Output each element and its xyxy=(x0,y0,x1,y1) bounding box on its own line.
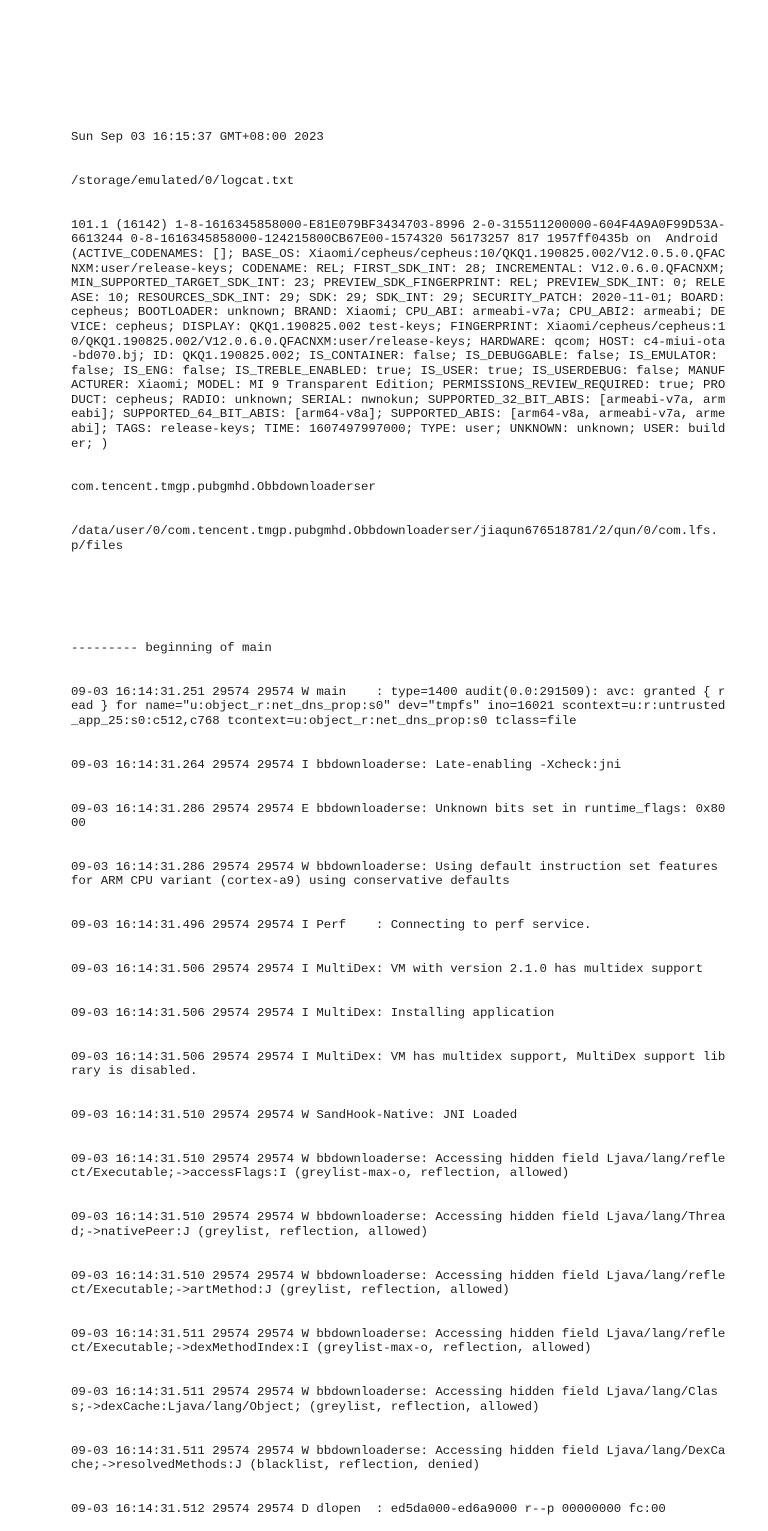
log-entry: 09-03 16:14:31.506 29574 29574 I MultiDex: VM with version 2.1.0 has multidex support xyxy=(71,962,704,977)
blank-gap xyxy=(71,583,731,612)
data-path: /data/user/0/com.tencent.tmgp.pubgmhd.Obbdownloaderser/jiaqun676518781/2/qun/0/com.lfs.p/files xyxy=(71,524,718,553)
logcat-document xyxy=(71,101,731,1531)
log-entry: 09-03 16:14:31.511 29574 29574 W bbdownloaderse: Accessing hidden field Ljava/lang/reflect/Executable;->dexMethodIndex:I (greylist-max-o, reflection, allowed) xyxy=(71,1326,726,1356)
log-entry: 09-03 16:14:31.510 29574 29574 W bbdownloaderse: Accessing hidden field Ljava/lang/reflect/Executable;->artMethod:J (greylist, reflection, allowed) xyxy=(71,1268,726,1298)
log-entry: 09-03 16:14:31.506 29574 29574 I MultiDex: VM has multidex support, MultiDex support library is disabled. xyxy=(71,1049,726,1079)
log-entry: 09-03 16:14:31.511 29574 29574 W bbdownloaderse: Accessing hidden field Ljava/lang/Class;->dexCache:Ljava/lang/Object; (greylist, reflection, allowed) xyxy=(71,1385,718,1414)
log-entry: 09-03 16:14:31.286 29574 29574 W bbdownloaderse: Using default instruction set features for ARM CPU variant (cortex-a9) using conservative defaults xyxy=(71,859,726,889)
log-entry: 09-03 16:14:31.510 29574 29574 W bbdownloaderse: Accessing hidden field Ljava/lang/reflect/Executable;->accessFlags:I (greylist-max-o, reflection, allowed) xyxy=(71,1151,726,1181)
log-entry: 09-03 16:14:31.510 29574 29574 W bbdownloaderse: Accessing hidden field Ljava/lang/Thread;->nativePeer:J (greylist, reflection, allowed) xyxy=(71,1210,726,1239)
log-timestamp: Sun Sep 03 16:15:37 GMT+08:00 2023 xyxy=(71,130,324,145)
package-name: com.tencent.tmgp.pubgmhd.Obbdownloaderser xyxy=(71,480,376,495)
log-entry: 09-03 16:14:31.251 29574 29574 W main : type=1400 audit(0.0:291509): avc: granted { read } for name="u:object_r:net_dns_prop:s0" dev="tmpfs" ino=16021 scontext=u:r:untrusted_app_25:s0:c512,c768 tcontext=u:object_r:net_dns_prop:s0 tclass=file xyxy=(71,684,726,728)
log-entry: 09-03 16:14:31.510 29574 29574 W SandHook-Native: JNI Loaded xyxy=(71,1107,518,1122)
log-entry: 09-03 16:14:31.286 29574 29574 E bbdownloaderse: Unknown bits set in runtime_flags: 0x8000 xyxy=(71,801,726,831)
log-entry: 09-03 16:14:31.264 29574 29574 I bbdownloaderse: Late-enabling -Xcheck:jni xyxy=(71,757,622,772)
log-entry: 09-03 16:14:31.506 29574 29574 I MultiDex: Installing application xyxy=(71,1005,555,1020)
log-entry: 09-03 16:14:31.512 29574 29574 D dlopen : ed5da000-ed6a9000 r--p 00000000 fc:00 xyxy=(71,1502,666,1516)
log-entry: 09-03 16:14:31.496 29574 29574 I Perf : Connecting to perf service. xyxy=(71,918,592,933)
log-file-path: /storage/emulated/0/logcat.txt xyxy=(71,173,295,188)
log-entry: 09-03 16:14:31.511 29574 29574 W bbdownloaderse: Accessing hidden field Ljava/lang/DexCache;->resolvedMethods:J (blacklist, reflection, denied) xyxy=(71,1443,726,1473)
build-info: 101.1 (16142) 1-8-1616345858000-E81E079BF3434703-8996 2-0-315511200000-604F4A9A0F99D53A-6613244 0-8-1616345858000-124215800CB67E00-1574320 56173257 817 1957ff0435b on Android(ACTIVE_CODENAMES: []; BASE_OS: Xiaomi/cepheus/cepheus:10/QKQ1.190825.002/V12.0.5.0.QFACNXM:user/release-keys; CODENAME: REL; FIRST_SDK_INT: 28; INCREMENTAL: V12.0.6.0.QFACNXM; MIN_SUPPORTED_TARGET_SDK_INT: 23; PREVIEW_SDK_FINGERPRINT: REL; PREVIEW_SDK_INT: 0; RELEASE: 10; RESOURCES_SDK_INT: 29; SDK: 29; SDK_INT: 29; SECURITY_PATCH: 2020-11-01; BOARD: cepheus; BOOTLOADER: unknown; BRAND: Xiaomi; CPU_ABI: armeabi-v7a; CPU_ABI2: armeabi; DEVICE: cepheus; DISPLAY: QKQ1.190825.002 test-keys; FINGERPRINT: Xiaomi/cepheus/cepheus:10/QKQ1.190825.002/V12.0.6.0.QFACNXM:user/release-keys; HARDWARE: qcom; HOST: c4-miui-ota-bd070.bj; ID: QKQ1.190825.002; IS_CONTAINER: false; IS_DEBUGGABLE: false; IS_EMULATOR: false; IS_ENG: false; IS_TREBLE_ENABLED: true; IS_USER: true; IS_USERDEBUG: false; MANUFACTURER: Xiaomi; MODEL: MI 9 Transparent Edition; PERMISSIONS_REVIEW_REQUIRED: true; PRODUCT: cepheus; RADIO: unknown; SERIAL: nwnokun; SUPPORTED_32_BIT_ABIS: [armeabi-v7a, armeabi]; SUPPORTED_64_BIT_ABIS: [arm64-v8a]; SUPPORTED_ABIS: [arm64-v8a, armeabi-v7a, armeabi]; TAGS: release-keys; TIME: 1607497997000; TYPE: user; UNKNOWN: unknown; USER: builder; ) xyxy=(71,217,733,451)
log-section-header: --------- beginning of main xyxy=(71,640,272,655)
